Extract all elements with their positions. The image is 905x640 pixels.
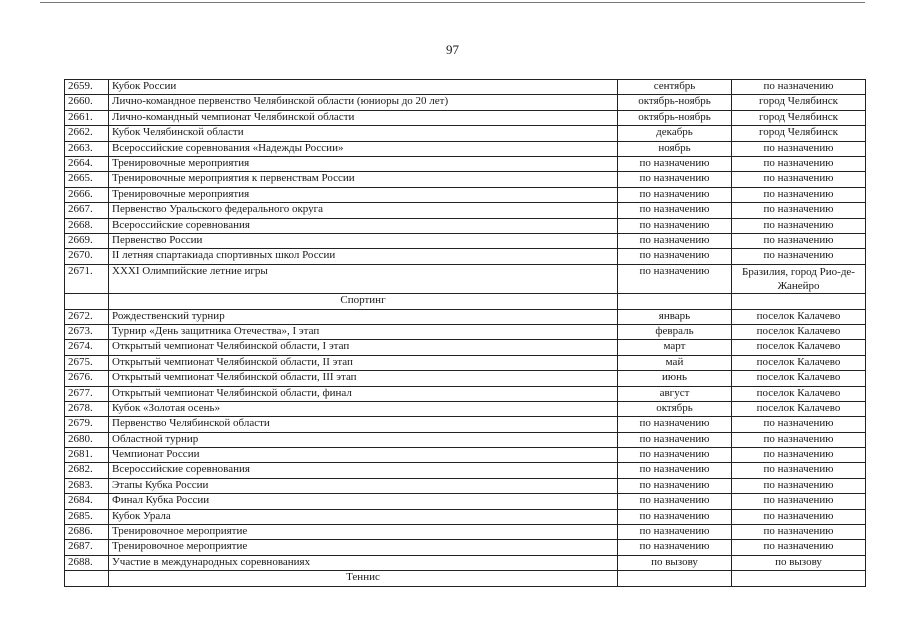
table-row — [65, 187, 866, 202]
section-title: Спортинг — [109, 294, 618, 309]
events-table-body — [65, 80, 866, 587]
table-row — [65, 218, 866, 233]
event-date: по вызову — [618, 555, 732, 570]
event-place: поселок Калачево — [732, 401, 866, 416]
event-date: по назначению — [618, 233, 732, 248]
event-date: по назначению — [618, 156, 732, 171]
event-place: Бразилия, город Рио-де-Жанейро — [732, 264, 866, 294]
event-place: по назначению — [732, 203, 866, 218]
table-row — [65, 203, 866, 218]
event-date: по назначению — [618, 478, 732, 493]
event-date: по назначению — [618, 432, 732, 447]
event-name: II летняя спартакиада спортивных школ России — [109, 249, 618, 264]
table-row — [65, 324, 866, 339]
event-name: Первенство России — [109, 233, 618, 248]
table-row — [65, 126, 866, 141]
table-row — [65, 264, 866, 294]
row-number: 2675. — [65, 355, 109, 370]
event-place: по назначению — [732, 172, 866, 187]
event-date: октябрь-ноябрь — [618, 110, 732, 125]
event-name: Рождественский турнир — [109, 309, 618, 324]
event-place: по вызову — [732, 555, 866, 570]
row-number: 2669. — [65, 233, 109, 248]
event-date: по назначению — [618, 494, 732, 509]
row-number: 2678. — [65, 401, 109, 416]
event-place: поселок Калачево — [732, 324, 866, 339]
event-name: Первенство Челябинской области — [109, 417, 618, 432]
row-number: 2688. — [65, 555, 109, 570]
event-name: Открытый чемпионат Челябинской области, I этап — [109, 340, 618, 355]
table-row — [65, 432, 866, 447]
event-name: Участие в международных соревнованиях — [109, 555, 618, 570]
event-name: Финал Кубка России — [109, 494, 618, 509]
event-name: Чемпионат России — [109, 448, 618, 463]
table-row — [65, 172, 866, 187]
row-number: 2659. — [65, 80, 109, 95]
section-title: Теннис — [109, 571, 618, 586]
event-name: Тренировочные мероприятия — [109, 156, 618, 171]
event-name: Первенство Уральского федерального округа — [109, 203, 618, 218]
table-row — [65, 448, 866, 463]
event-name: Кубок России — [109, 80, 618, 95]
table-row — [65, 249, 866, 264]
section-place-cell — [732, 571, 866, 586]
row-number: 2679. — [65, 417, 109, 432]
event-name: Тренировочные мероприятия к первенствам России — [109, 172, 618, 187]
event-name: Всероссийские соревнования «Надежды России» — [109, 141, 618, 156]
event-date: январь — [618, 309, 732, 324]
event-place: по назначению — [732, 218, 866, 233]
table-row — [65, 401, 866, 416]
row-number: 2662. — [65, 126, 109, 141]
table-row — [65, 540, 866, 555]
event-name: Открытый чемпионат Челябинской области, финал — [109, 386, 618, 401]
row-number: 2677. — [65, 386, 109, 401]
row-number: 2661. — [65, 110, 109, 125]
event-place: поселок Калачево — [732, 309, 866, 324]
page-top-rule — [40, 2, 865, 3]
event-name: Тренировочное мероприятие — [109, 525, 618, 540]
event-date: по назначению — [618, 187, 732, 202]
table-row — [65, 156, 866, 171]
event-name: Турнир «День защитника Отечества», I этап — [109, 324, 618, 339]
row-number: 2668. — [65, 218, 109, 233]
row-number: 2683. — [65, 478, 109, 493]
event-name: Тренировочное мероприятие — [109, 540, 618, 555]
event-place: по назначению — [732, 478, 866, 493]
event-date: по назначению — [618, 540, 732, 555]
event-place: город Челябинск — [732, 95, 866, 110]
event-date: по назначению — [618, 172, 732, 187]
event-date: февраль — [618, 324, 732, 339]
table-row — [65, 340, 866, 355]
event-date: сентябрь — [618, 80, 732, 95]
event-place: по назначению — [732, 233, 866, 248]
event-place: город Челябинск — [732, 110, 866, 125]
event-name: Кубок «Золотая осень» — [109, 401, 618, 416]
table-row — [65, 233, 866, 248]
table-row — [65, 355, 866, 370]
row-number: 2660. — [65, 95, 109, 110]
event-name: Всероссийские соревнования — [109, 463, 618, 478]
event-date: по назначению — [618, 264, 732, 294]
event-name: XXXI Олимпийские летние игры — [109, 264, 618, 294]
event-date: по назначению — [618, 463, 732, 478]
event-place: поселок Калачево — [732, 355, 866, 370]
table-row — [65, 509, 866, 524]
event-date: по назначению — [618, 249, 732, 264]
event-name: Кубок Урала — [109, 509, 618, 524]
event-date: октябрь — [618, 401, 732, 416]
event-name: Лично-командное первенство Челябинской области (юниоры до 20 лет) — [109, 95, 618, 110]
table-row — [65, 95, 866, 110]
event-place: по назначению — [732, 463, 866, 478]
table-row — [65, 555, 866, 570]
event-name: Областной турнир — [109, 432, 618, 447]
table-row — [65, 110, 866, 125]
section-date-cell — [618, 571, 732, 586]
event-date: октябрь-ноябрь — [618, 95, 732, 110]
event-place: поселок Калачево — [732, 386, 866, 401]
page-number: 97 — [446, 42, 459, 57]
event-name: Открытый чемпионат Челябинской области, II этап — [109, 355, 618, 370]
row-number: 2674. — [65, 340, 109, 355]
row-number: 2672. — [65, 309, 109, 324]
row-number: 2680. — [65, 432, 109, 447]
event-place: по назначению — [732, 141, 866, 156]
event-place: поселок Калачево — [732, 340, 866, 355]
event-date: август — [618, 386, 732, 401]
row-number: 2663. — [65, 141, 109, 156]
event-date: по назначению — [618, 203, 732, 218]
event-name: Этапы Кубка России — [109, 478, 618, 493]
row-number: 2671. — [65, 264, 109, 294]
event-name: Лично-командный чемпионат Челябинской области — [109, 110, 618, 125]
row-number: 2676. — [65, 371, 109, 386]
event-place: по назначению — [732, 494, 866, 509]
row-number: 2673. — [65, 324, 109, 339]
event-place: по назначению — [732, 156, 866, 171]
event-place: по назначению — [732, 80, 866, 95]
event-date: декабрь — [618, 126, 732, 141]
table-row — [65, 141, 866, 156]
table-row — [65, 417, 866, 432]
event-date: май — [618, 355, 732, 370]
table-row — [65, 386, 866, 401]
event-place: поселок Калачево — [732, 371, 866, 386]
table-row — [65, 463, 866, 478]
row-number: 2682. — [65, 463, 109, 478]
section-row — [65, 294, 866, 309]
event-place: по назначению — [732, 432, 866, 447]
event-place: по назначению — [732, 448, 866, 463]
event-date: март — [618, 340, 732, 355]
event-place: по назначению — [732, 509, 866, 524]
events-table — [64, 79, 866, 587]
table-row — [65, 80, 866, 95]
table-row — [65, 525, 866, 540]
event-date: по назначению — [618, 417, 732, 432]
table-row — [65, 309, 866, 324]
row-number: 2684. — [65, 494, 109, 509]
table-row — [65, 494, 866, 509]
event-name: Тренировочные мероприятия — [109, 187, 618, 202]
event-name: Открытый чемпионат Челябинской области, III этап — [109, 371, 618, 386]
event-name: Всероссийские соревнования — [109, 218, 618, 233]
event-place: по назначению — [732, 187, 866, 202]
event-place: по назначению — [732, 417, 866, 432]
row-number: 2686. — [65, 525, 109, 540]
table-row — [65, 478, 866, 493]
section-num-cell — [65, 294, 109, 309]
event-date: по назначению — [618, 525, 732, 540]
row-number: 2665. — [65, 172, 109, 187]
row-number: 2687. — [65, 540, 109, 555]
row-number: 2681. — [65, 448, 109, 463]
section-place-cell — [732, 294, 866, 309]
section-num-cell — [65, 571, 109, 586]
event-date: по назначению — [618, 218, 732, 233]
row-number: 2666. — [65, 187, 109, 202]
section-date-cell — [618, 294, 732, 309]
event-name: Кубок Челябинской области — [109, 126, 618, 141]
event-date: по назначению — [618, 448, 732, 463]
section-row — [65, 571, 866, 586]
event-place: город Челябинск — [732, 126, 866, 141]
row-number: 2664. — [65, 156, 109, 171]
event-place: по назначению — [732, 540, 866, 555]
row-number: 2670. — [65, 249, 109, 264]
event-date: июнь — [618, 371, 732, 386]
row-number: 2685. — [65, 509, 109, 524]
event-date: по назначению — [618, 509, 732, 524]
row-number: 2667. — [65, 203, 109, 218]
event-place: по назначению — [732, 249, 866, 264]
table-row — [65, 371, 866, 386]
event-date: ноябрь — [618, 141, 732, 156]
event-place: по назначению — [732, 525, 866, 540]
